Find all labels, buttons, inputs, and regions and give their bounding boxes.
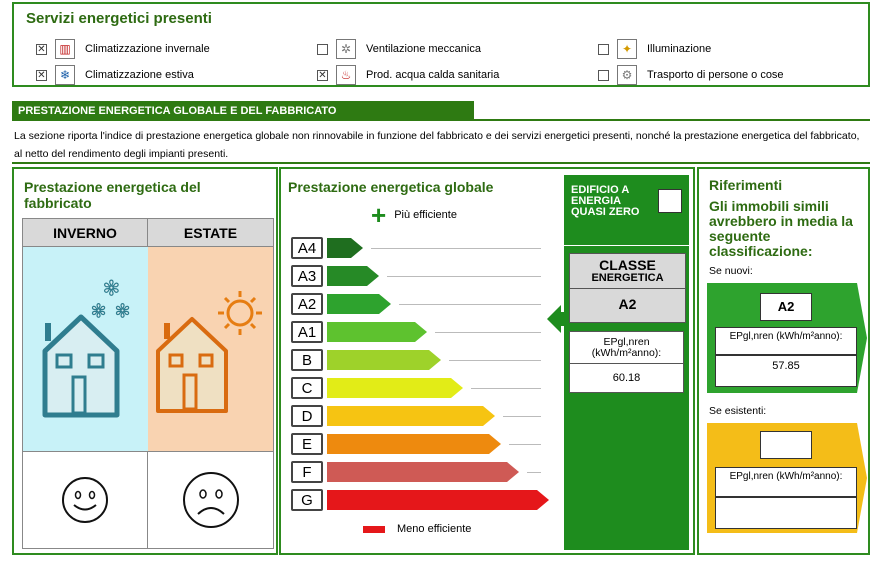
energy-class-guide-line <box>371 248 541 249</box>
hot-water-tap-icon: ♨ <box>336 65 356 85</box>
energy-class-guide-line <box>387 276 541 277</box>
ep-label: EPgl,nren (kWh/m²anno): <box>570 332 683 364</box>
energy-class-label: CLASSE <box>599 257 656 273</box>
service-item <box>598 64 784 86</box>
existing-class-value <box>760 431 812 459</box>
service-checkbox[interactable]: ✕ <box>37 43 46 55</box>
service-checkbox[interactable]: ✕ <box>318 69 327 81</box>
energy-class-bar <box>327 294 391 314</box>
energy-class-label: D <box>291 405 323 427</box>
divider <box>12 119 870 121</box>
energy-class-guide-line <box>471 388 541 389</box>
svg-text:✻: ✻ <box>103 278 120 300</box>
energy-class-label: E <box>291 433 323 455</box>
winter-rating <box>23 452 148 548</box>
energy-class-value: A2 <box>618 296 637 312</box>
service-item <box>36 64 194 86</box>
nzeb-label: EDIFICIO A ENERGIA QUASI ZERO <box>571 184 640 218</box>
class-pointer-arrow <box>547 305 569 333</box>
service-checkbox[interactable] <box>598 70 609 81</box>
energy-class-label: C <box>291 377 323 399</box>
less-efficient-label: Meno efficiente <box>397 523 472 535</box>
fan-icon: ✲ <box>336 39 356 59</box>
intro-text: La sezione riporta l'indice di prestazione energetica globale non rinnovabile in funzione del fabbricato e dei servizi energetici presenti, nonché la prestazione energetica del fabbricato, al netto del rendimento degli impianti presenti. <box>14 130 860 160</box>
energy-class-sublabel: ENERGETICA <box>591 272 664 284</box>
energy-class-guide-line <box>503 416 541 417</box>
existing-ep-value <box>715 497 857 529</box>
services-title: Servizi energetici presenti <box>26 10 212 27</box>
energy-class-bar <box>327 406 495 426</box>
global-performance-title: Prestazione energetica globale <box>288 179 494 195</box>
energy-class-guide-line <box>449 360 541 361</box>
service-label: Illuminazione <box>647 43 712 55</box>
energy-class-label: B <box>291 349 323 371</box>
existing-buildings-label: Se esistenti: <box>709 405 767 417</box>
energy-class-bar <box>327 238 363 258</box>
svg-text:✻: ✻ <box>91 301 107 321</box>
new-ep-value: 57.85 <box>715 355 857 387</box>
service-checkbox[interactable] <box>317 44 328 55</box>
less-efficient-legend <box>363 523 471 535</box>
service-label: Ventilazione meccanica <box>366 43 481 55</box>
service-label: Climatizzazione invernale <box>85 43 210 55</box>
air-conditioner-icon: ❄ <box>55 65 75 85</box>
energy-class-guide-line <box>435 332 541 333</box>
energy-class-bar <box>327 462 519 482</box>
happy-face-icon <box>60 475 110 525</box>
energy-class-label: A4 <box>291 237 323 259</box>
elevator-gear-icon: ⚙ <box>617 65 637 85</box>
summer-house-icon <box>148 247 273 451</box>
energy-class-label: A1 <box>291 321 323 343</box>
ep-box <box>569 331 684 393</box>
energy-class-bar <box>327 322 427 342</box>
ep-value: 60.18 <box>612 372 641 384</box>
new-ep-label: EPgl,nren (kWh/m²anno): <box>715 327 857 355</box>
service-checkbox[interactable] <box>598 44 609 55</box>
service-item <box>598 38 711 60</box>
energy-class-bar <box>327 434 501 454</box>
energy-class-label: F <box>291 461 323 483</box>
winter-illustration <box>23 247 148 451</box>
service-label: Trasporto di persone o cose <box>647 69 784 81</box>
references-title: Riferimenti <box>709 177 783 193</box>
energy-class-label: A3 <box>291 265 323 287</box>
summer-header: ESTATE <box>148 219 273 247</box>
new-class-value: A2 <box>760 293 812 321</box>
global-performance-panel <box>279 167 695 555</box>
energy-class-label: A2 <box>291 293 323 315</box>
svg-text:✻: ✻ <box>115 301 131 321</box>
building-performance-title: Prestazione energetica del fabbricato <box>24 179 201 211</box>
sad-face-icon <box>181 470 241 530</box>
service-item <box>317 38 481 60</box>
energy-class-bar <box>327 266 379 286</box>
more-efficient-label: Più efficiente <box>394 209 457 221</box>
energy-class-bar <box>327 490 549 510</box>
energy-class-guide-line <box>509 444 541 445</box>
winter-header: INVERNO <box>23 219 148 247</box>
service-item <box>36 38 210 60</box>
seasons-table <box>22 218 274 549</box>
service-checkbox[interactable]: ✕ <box>37 69 46 81</box>
energy-class-bar <box>327 350 441 370</box>
energy-class-header <box>570 254 685 289</box>
summer-rating <box>148 452 273 548</box>
radiator-icon: ▥ <box>55 39 75 59</box>
minus-icon <box>363 526 385 533</box>
winter-house-icon <box>23 247 148 451</box>
plus-icon: + <box>371 200 387 230</box>
section-title-bar: PRESTAZIONE ENERGETICA GLOBALE E DEL FABBRICATO <box>12 101 474 121</box>
lightbulb-icon: ✦ <box>617 39 637 59</box>
summer-illustration <box>148 247 273 451</box>
more-efficient-legend <box>371 200 457 230</box>
services-panel <box>12 2 870 87</box>
nzeb-box <box>564 175 689 245</box>
existing-ep-label: EPgl,nren (kWh/m²anno): <box>715 467 857 497</box>
references-panel <box>697 167 870 555</box>
energy-class-guide-line <box>399 304 541 305</box>
energy-class-box <box>569 253 686 323</box>
service-item <box>317 64 499 86</box>
new-buildings-label: Se nuovi: <box>709 265 753 277</box>
service-label: Prod. acqua calda sanitaria <box>366 69 500 81</box>
energy-class-label: G <box>291 489 323 511</box>
nzeb-checkbox[interactable] <box>658 189 682 213</box>
energy-class-bar <box>327 378 463 398</box>
service-label: Climatizzazione estiva <box>85 69 194 81</box>
references-subtitle: Gli immobili simili avrebbero in media la seguente classificazione: <box>709 198 853 259</box>
energy-class-guide-line <box>527 472 541 473</box>
divider <box>12 162 870 164</box>
building-performance-panel <box>12 167 278 555</box>
